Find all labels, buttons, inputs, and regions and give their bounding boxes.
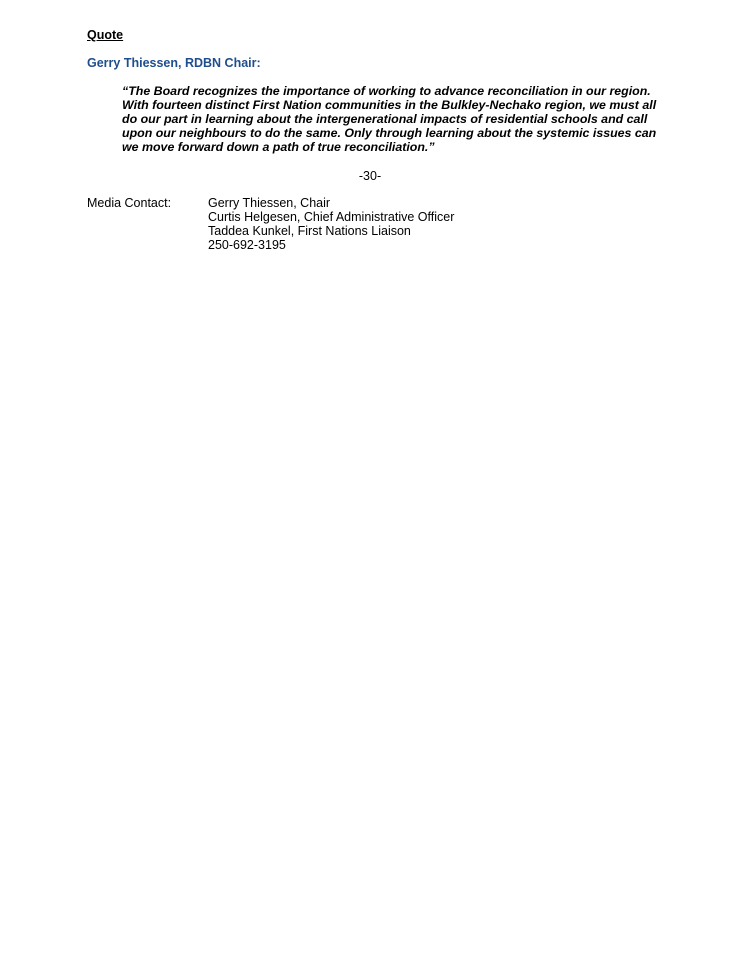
quote-line: With fourteen distinct First Nation communities in the Bulkley-Nechako region, we must all (122, 98, 657, 112)
contact-line: Taddea Kunkel, First Nations Liaison (208, 224, 411, 238)
media-contact-label: Media Contact: (87, 196, 172, 210)
quote-text (122, 84, 657, 154)
contact-line: Curtis Helgesen, Chief Administrative Officer (208, 210, 455, 224)
media-contact-list (208, 196, 454, 252)
contact-line: Gerry Thiessen, Chair (208, 196, 331, 210)
quote-line: we move forward down a path of true reconciliation.” (122, 140, 435, 154)
contact-phone: 250-692-3195 (208, 238, 286, 252)
quote-line: “The Board recognizes the importance of working to advance reconciliation in our region. (122, 84, 651, 98)
quote-line: do our part in learning about the intergenerational impacts of residential schools and call (122, 112, 648, 126)
quote-line: upon our neighbours to do the same. Only through learning about the systemic issues can (122, 126, 657, 140)
quote-heading: Quote (87, 28, 124, 42)
end-of-release-mark: -30- (358, 169, 382, 183)
speaker-name: Gerry Thiessen, RDBN Chair: (87, 56, 261, 70)
